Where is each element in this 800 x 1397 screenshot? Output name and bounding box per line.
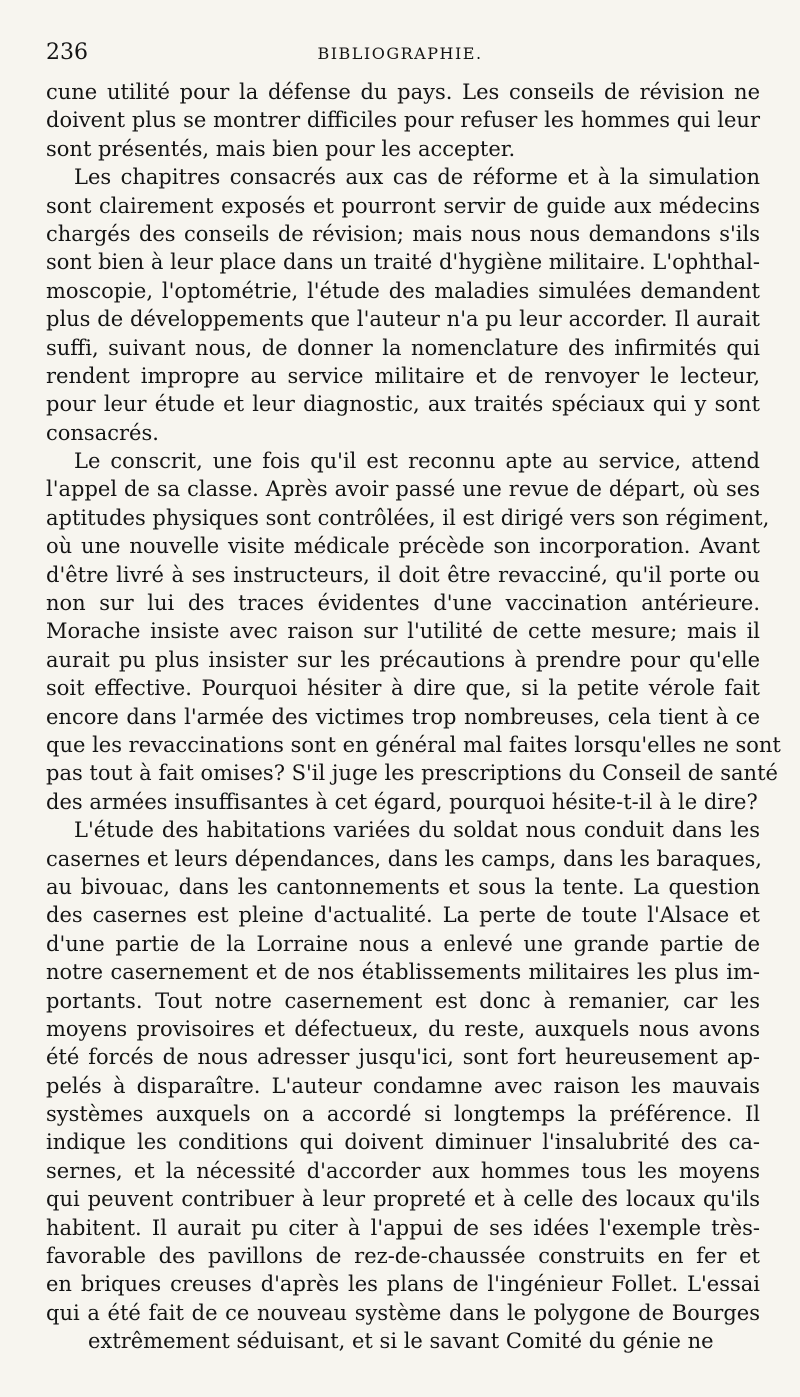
text-line: notre casernement et de nos établissements militaires les plus im-: [46, 960, 760, 985]
text-line: d'une partie de la Lorraine nous a enlevé une grande partie de: [46, 931, 760, 956]
text-line: sont présentés, mais bien pour les accepter.: [46, 136, 516, 161]
text-line: Le conscrit, une fois qu'il est reconnu apte au service, attend: [74, 449, 760, 474]
text-line: plus de développements que l'auteur n'a pu leur accorder. Il aurait: [46, 307, 760, 332]
text-line: portants. Tout notre casernement est donc à remanier, car les: [46, 988, 760, 1013]
text-line: pour leur étude et leur diagnostic, aux traités spéciaux qui y sont: [46, 392, 760, 417]
text-line: Morache insiste avec raison sur l'utilité de cette mesure; mais il: [46, 619, 760, 644]
text-line: favorable des pavillons de rez-de-chaussée construits en fer et: [46, 1244, 760, 1269]
text-line: pas tout à fait omises? S'il juge les prescriptions du Conseil de santé: [46, 761, 778, 786]
text-line: l'appel de sa classe. Après avoir passé une revue de départ, où ses: [46, 477, 760, 502]
text-line: des casernes est pleine d'actualité. La perte de toute l'Alsace et: [46, 903, 760, 928]
text-line: systèmes auxquels on a accordé si longtemps la préférence. Il: [46, 1102, 760, 1127]
text-line: L'étude des habitations variées du soldat nous conduit dans les: [74, 818, 760, 843]
text-line: non sur lui des traces évidentes d'une vaccination antérieure.: [46, 591, 760, 616]
text-line: sont clairement exposés et pourront servir de guide aux médecins: [46, 193, 760, 218]
text-line: sont bien à leur place dans un traité d'hygiène militaire. L'ophthal-: [46, 250, 760, 275]
text-line: casernes et leurs dépendances, dans les camps, dans les baraques,: [46, 846, 762, 871]
text-line: extrêmement séduisant, et si le savant Comité du génie ne: [88, 1329, 714, 1354]
text-line: chargés des conseils de révision; mais nous nous demandons s'ils: [46, 221, 760, 246]
text-line: pelés à disparaître. L'auteur condamne avec raison les mauvais: [46, 1073, 760, 1098]
text-line: rendent impropre au service militaire et de renvoyer le lecteur,: [46, 363, 760, 388]
text-line: aurait pu plus insister sur les précautions à prendre pour qu'elle: [46, 647, 760, 672]
text-line: encore dans l'armée des victimes trop nombreuses, cela tient à ce: [46, 704, 760, 729]
text-line: qui a été fait de ce nouveau système dans le polygone de Bourges: [46, 1300, 760, 1325]
text-line: que les revaccinations sont en général mal faites lorsqu'elles ne sont: [46, 732, 781, 757]
text-line: aptitudes physiques sont contrôlées, il est dirigé vers son régiment,: [46, 505, 770, 530]
text-line: en briques creuses d'après les plans de l'ingénieur Follet. L'essai: [46, 1272, 760, 1297]
text-line: qui peuvent contribuer à leur propreté et à celle des locaux qu'ils: [46, 1187, 760, 1212]
text-line: été forcés de nous adresser jusqu'ici, sont fort heureusement ap-: [46, 1045, 760, 1070]
text-line: consacrés.: [46, 420, 159, 445]
text-line: moyens provisoires et défectueux, du reste, auxquels nous avons: [46, 1016, 760, 1041]
page-number: 236: [46, 40, 88, 65]
text-line: cune utilité pour la défense du pays. Les conseils de révision ne: [46, 80, 760, 104]
text-line: d'être livré à ses instructeurs, il doit être revacciné, qu'il porte ou: [46, 562, 760, 587]
page-header: [46, 40, 754, 72]
text-line: sernes, et la nécessité d'accorder aux hommes tous les moyens: [46, 1158, 760, 1183]
text-line: où une nouvelle visite médicale précède son incorporation. Avant: [46, 534, 760, 559]
text-line: doivent plus se montrer difficiles pour refuser les hommes qui leur: [46, 108, 760, 133]
text-line: au bivouac, dans les cantonnements et sous la tente. La question: [46, 874, 760, 899]
body-text: [46, 78, 781, 1356]
text-line: suffi, suivant nous, de donner la nomenclature des infirmités qui: [46, 335, 760, 360]
text-line: moscopie, l'optométrie, l'étude des maladies simulées demandent: [46, 278, 760, 303]
text-line: Les chapitres consacrés aux cas de réforme et à la simulation: [74, 165, 760, 190]
text-line: des armées insuffisantes à cet égard, pourquoi hésite-t-il à le dire?: [46, 789, 758, 814]
text-line: habitent. Il aurait pu citer à l'appui de ses idées l'exemple très-: [46, 1215, 760, 1240]
text-line: indique les conditions qui doivent diminuer l'insalubrité des ca-: [46, 1130, 760, 1155]
running-head: BIBLIOGRAPHIE.: [317, 44, 483, 63]
text-line: soit effective. Pourquoi hésiter à dire que, si la petite vérole fait: [46, 676, 760, 701]
